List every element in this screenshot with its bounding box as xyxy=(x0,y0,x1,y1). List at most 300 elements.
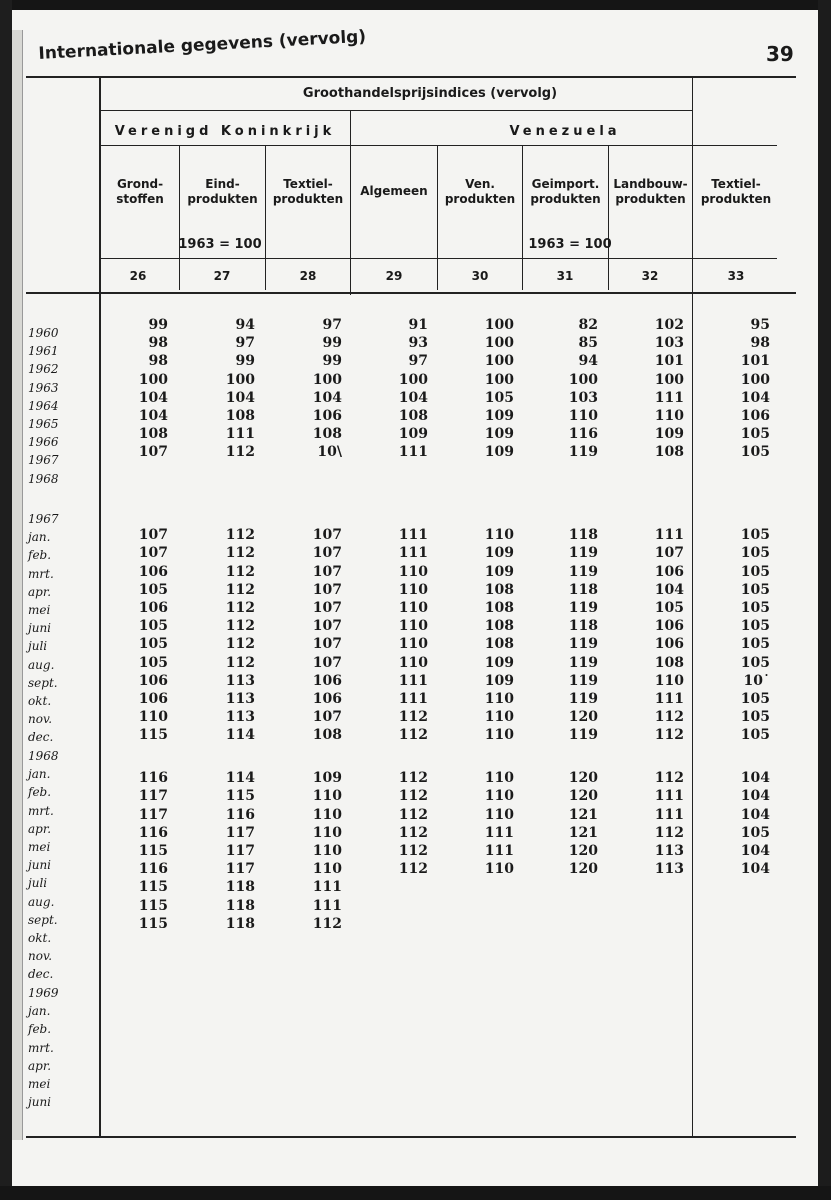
table-cell: 111 xyxy=(484,824,514,841)
table-cell: 118 xyxy=(568,581,598,598)
table-cell xyxy=(207,951,255,969)
table-cell: 105 xyxy=(740,545,770,562)
table-cell: 99 xyxy=(322,353,342,370)
row-label: dec. xyxy=(28,730,54,745)
rule-countries xyxy=(100,145,777,146)
col-number-27: 27 xyxy=(213,269,231,283)
table-cell: 107 xyxy=(312,636,342,653)
table-cell: 112 xyxy=(225,654,255,671)
table-cell xyxy=(466,969,514,987)
table-cell: 110 xyxy=(654,672,684,689)
table-cell: 110 xyxy=(484,709,514,726)
table-cell: 111 xyxy=(225,426,255,443)
table-cell: 105 xyxy=(740,636,770,653)
col-number-29: 29 xyxy=(385,269,403,283)
scan-border-left xyxy=(0,0,12,1200)
table-cell: 106 xyxy=(138,672,168,689)
table-cell: 102 xyxy=(654,317,684,333)
table-cell: 105 xyxy=(484,389,514,406)
table-cell xyxy=(550,951,598,969)
table-cell: 117 xyxy=(225,861,255,878)
table-cell: 113 xyxy=(225,709,255,726)
table-cell: 112 xyxy=(398,824,428,841)
table-cell: 108 xyxy=(484,618,514,635)
table-cell xyxy=(380,969,428,987)
column-29-years xyxy=(380,316,428,480)
table-cell: 105 xyxy=(740,444,770,461)
table-cell: 110 xyxy=(568,407,598,424)
table-cell: 106 xyxy=(654,563,684,580)
column-33-1968 xyxy=(722,751,770,987)
table-cell xyxy=(722,462,770,480)
table-cell: 91 xyxy=(408,317,428,333)
table-cell: 110 xyxy=(312,861,342,878)
table-cell: 109 xyxy=(312,770,342,787)
table-cell: 100 xyxy=(398,371,428,388)
table-cell: 112 xyxy=(654,709,684,726)
column-29-1968 xyxy=(380,751,428,987)
col-number-26: 26 xyxy=(129,269,147,283)
table-cell: 104 xyxy=(654,581,684,598)
table-cell: 104 xyxy=(740,861,770,878)
column-32-1968 xyxy=(636,751,684,987)
row-label: 1963 xyxy=(28,380,59,395)
column-30-years xyxy=(466,316,514,480)
rule-col-numbers-bottom xyxy=(26,292,796,294)
table-cell: 112 xyxy=(654,770,684,787)
table-cell xyxy=(380,508,428,526)
table-cell: 110 xyxy=(484,527,514,544)
table-cell: 113 xyxy=(654,861,684,878)
table-cell xyxy=(722,969,770,987)
column-28-1967 xyxy=(294,508,342,744)
table-cell: 120 xyxy=(568,770,598,787)
table-cell: 100 xyxy=(740,371,770,388)
table-cell: 103 xyxy=(654,335,684,352)
rule-bottom xyxy=(26,1136,796,1138)
table-cell: 104 xyxy=(398,389,428,406)
table-cell: 112 xyxy=(312,915,342,932)
table-cell: 110 xyxy=(484,788,514,805)
table-cell: 100 xyxy=(484,353,514,370)
table-cell: 98 xyxy=(148,353,168,370)
table-cell xyxy=(550,508,598,526)
column-27-years xyxy=(207,316,255,480)
rule-top xyxy=(26,76,796,78)
table-cell: 107 xyxy=(312,599,342,616)
table-cell: 118 xyxy=(568,527,598,544)
header-col-33: Textiel- produkten xyxy=(700,177,772,206)
table-cell: 97 xyxy=(235,335,255,352)
table-cell xyxy=(207,751,255,769)
row-label: sept. xyxy=(28,912,58,927)
table-cell xyxy=(466,933,514,951)
table-cell xyxy=(636,462,684,480)
table-cell: 113 xyxy=(225,672,255,689)
table-cell xyxy=(120,751,168,769)
table-cell: 108 xyxy=(654,444,684,461)
column-30-1968 xyxy=(466,751,514,987)
row-label: juli xyxy=(28,639,48,654)
column-32-1967 xyxy=(636,508,684,744)
table-cell: 105 xyxy=(138,654,168,671)
header-col-32: Landbouw- produkten xyxy=(613,177,688,206)
table-cell: 106 xyxy=(654,618,684,635)
row-label: juni xyxy=(28,621,52,636)
table-cell: 107 xyxy=(312,527,342,544)
table-cell xyxy=(636,915,684,933)
table-cell: 117 xyxy=(138,788,168,805)
table-cell: 121 xyxy=(568,806,598,823)
table-cell: 104 xyxy=(312,389,342,406)
table-cell xyxy=(207,969,255,987)
table-cell: 107 xyxy=(312,581,342,598)
table-cell: 112 xyxy=(225,527,255,544)
table-cell: 119 xyxy=(568,654,598,671)
table-cell: 119 xyxy=(568,672,598,689)
table-cell: 105 xyxy=(740,824,770,841)
table-cell: 111 xyxy=(398,527,428,544)
header-col-29: Algemeen xyxy=(360,184,428,198)
row-label: mrt. xyxy=(28,803,54,818)
table-cell xyxy=(550,933,598,951)
rule-super-header xyxy=(100,110,692,111)
table-cell: 112 xyxy=(654,727,684,744)
table-cell: 112 xyxy=(225,636,255,653)
scan-border-top xyxy=(0,0,831,10)
table-cell xyxy=(207,508,255,526)
table-cell: 114 xyxy=(225,727,255,744)
table-cell: 93 xyxy=(408,335,428,352)
table-cell: 104 xyxy=(740,770,770,787)
row-label: mrt. xyxy=(28,566,54,581)
table-cell: 116 xyxy=(225,806,255,823)
table-cell xyxy=(466,951,514,969)
table-cell: 106 xyxy=(740,407,770,424)
table-cell: 107 xyxy=(138,545,168,562)
table-cell: 108 xyxy=(138,426,168,443)
table-cell: 95 xyxy=(750,317,770,333)
table-cell: 111 xyxy=(654,806,684,823)
table-cell xyxy=(294,969,342,987)
row-label: 1969 xyxy=(28,986,59,1000)
table-cell xyxy=(207,462,255,480)
row-label: apr. xyxy=(28,821,52,836)
table-cell: 112 xyxy=(398,727,428,744)
table-cell: 107 xyxy=(654,545,684,562)
table-cell: 112 xyxy=(398,770,428,787)
row-label: apr. xyxy=(28,584,52,599)
table-cell: 104 xyxy=(138,389,168,406)
table-cell: 100 xyxy=(225,371,255,388)
table-cell: 115 xyxy=(225,788,255,805)
table-cell xyxy=(294,462,342,480)
table-cell: 108 xyxy=(398,407,428,424)
table-cell: 99 xyxy=(322,335,342,352)
row-label: dec. xyxy=(28,967,54,982)
table-cell xyxy=(636,878,684,896)
table-cell: 120 xyxy=(568,788,598,805)
column-26-1967 xyxy=(120,508,168,744)
row-label: nov. xyxy=(28,949,53,964)
table-cell: 108 xyxy=(225,407,255,424)
column-33-years xyxy=(722,316,770,480)
table-cell: 114 xyxy=(225,770,255,787)
table-cell: 105 xyxy=(740,618,770,635)
rule-right-column xyxy=(692,76,693,1136)
table-cell: 111 xyxy=(312,879,342,896)
table-cell: 97 xyxy=(408,353,428,370)
table-cell: 111 xyxy=(654,788,684,805)
table-cell: 109 xyxy=(484,426,514,443)
table-cell: 112 xyxy=(398,709,428,726)
table-cell: 10˙ xyxy=(743,672,770,689)
table-cell: 108 xyxy=(312,426,342,443)
rule-col-27 xyxy=(179,145,180,290)
row-labels-1968 xyxy=(28,747,59,983)
table-cell: 107 xyxy=(312,618,342,635)
table-cell: 82 xyxy=(578,317,598,333)
table-cell xyxy=(722,897,770,915)
table-cell: 111 xyxy=(654,527,684,544)
scan-border-right xyxy=(818,0,831,1200)
table-cell: 110 xyxy=(484,770,514,787)
table-cell: 119 xyxy=(568,690,598,707)
table-cell: 85 xyxy=(578,335,598,352)
row-label: sept. xyxy=(28,675,58,690)
rule-col-numbers-top xyxy=(100,258,777,259)
table-cell: 111 xyxy=(398,690,428,707)
table-cell xyxy=(550,915,598,933)
rule-country-split xyxy=(350,110,351,295)
table-cell xyxy=(550,751,598,769)
rule-col-30 xyxy=(437,145,438,290)
table-cell: 107 xyxy=(312,563,342,580)
row-label: 1968 xyxy=(28,749,59,763)
column-29-1967 xyxy=(380,508,428,744)
table-cell: 119 xyxy=(568,563,598,580)
table-cell: 110 xyxy=(654,407,684,424)
table-cell xyxy=(466,915,514,933)
table-cell: 98 xyxy=(148,335,168,352)
row-label: 1961 xyxy=(28,344,59,359)
table-cell xyxy=(722,915,770,933)
row-label: feb. xyxy=(28,785,52,800)
table-cell: 98 xyxy=(750,335,770,352)
table-cell: 105 xyxy=(740,690,770,707)
table-cell xyxy=(722,951,770,969)
table-cell xyxy=(550,462,598,480)
table-cell: 105 xyxy=(740,581,770,598)
facing-page-edge xyxy=(12,30,23,1140)
table-cell: 109 xyxy=(484,563,514,580)
table-cell xyxy=(466,508,514,526)
table-cell: 105 xyxy=(740,426,770,443)
row-label: aug. xyxy=(28,657,55,672)
table-cell xyxy=(380,897,428,915)
row-label: feb. xyxy=(28,548,52,563)
row-label: jan. xyxy=(28,1004,51,1019)
scan-border-bottom xyxy=(0,1186,831,1200)
column-27-1968 xyxy=(207,751,255,987)
row-labels-years xyxy=(28,324,59,488)
rule-col-28 xyxy=(265,145,266,290)
table-cell xyxy=(380,951,428,969)
table-cell xyxy=(120,462,168,480)
table-cell: 110 xyxy=(312,824,342,841)
table-cell: 111 xyxy=(398,672,428,689)
table-cell: 115 xyxy=(138,727,168,744)
table-cell: 117 xyxy=(225,824,255,841)
table-cell xyxy=(722,508,770,526)
table-cell: 103 xyxy=(568,389,598,406)
table-cell xyxy=(550,878,598,896)
table-cell: 112 xyxy=(225,563,255,580)
table-cell: 100 xyxy=(568,371,598,388)
table-cell xyxy=(636,751,684,769)
table-cell: 119 xyxy=(568,545,598,562)
table-cell: 106 xyxy=(654,636,684,653)
row-label: 1965 xyxy=(28,416,59,431)
table-cell: 118 xyxy=(225,915,255,932)
table-cell: 112 xyxy=(225,599,255,616)
table-cell: 110 xyxy=(312,806,342,823)
table-cell: 108 xyxy=(312,727,342,744)
table-cell: 110 xyxy=(398,581,428,598)
table-cell xyxy=(380,915,428,933)
table-cell: 108 xyxy=(484,636,514,653)
column-26-1968 xyxy=(120,751,168,987)
table-cell: 118 xyxy=(225,897,255,914)
table-cell: 105 xyxy=(740,527,770,544)
table-cell: 105 xyxy=(740,709,770,726)
table-cell: 115 xyxy=(138,879,168,896)
header-col-26: Grond- stoffen xyxy=(116,177,164,206)
row-label: jan. xyxy=(28,767,51,782)
rule-col-32 xyxy=(608,145,609,290)
table-cell xyxy=(722,751,770,769)
row-label: juni xyxy=(28,858,52,873)
table-cell xyxy=(207,933,255,951)
table-cell: 116 xyxy=(138,861,168,878)
table-cell: 109 xyxy=(484,407,514,424)
table-cell: 110 xyxy=(138,709,168,726)
column-28-1968 xyxy=(294,751,342,987)
table-cell: 104 xyxy=(138,407,168,424)
table-cell: 104 xyxy=(740,806,770,823)
table-cell: 106 xyxy=(138,690,168,707)
table-cell: 115 xyxy=(138,897,168,914)
table-cell: 109 xyxy=(398,426,428,443)
table-cell: 105 xyxy=(740,563,770,580)
table-cell: 110 xyxy=(398,618,428,635)
row-label: apr. xyxy=(28,1058,52,1073)
table-cell: 107 xyxy=(312,709,342,726)
table-cell: 112 xyxy=(225,581,255,598)
table-cell: 107 xyxy=(138,444,168,461)
base-year-uk: 1963 = 100 xyxy=(178,237,262,252)
column-26-years xyxy=(120,316,168,480)
table-cell: 106 xyxy=(312,690,342,707)
table-cell: 120 xyxy=(568,709,598,726)
table-cell xyxy=(722,878,770,896)
table-cell: 111 xyxy=(398,545,428,562)
table-cell: 118 xyxy=(568,618,598,635)
col-number-32: 32 xyxy=(641,269,659,283)
table-cell: 111 xyxy=(484,842,514,859)
column-30-1967 xyxy=(466,508,514,744)
table-cell xyxy=(294,933,342,951)
table-cell: 108 xyxy=(654,654,684,671)
table-cell: 113 xyxy=(654,842,684,859)
table-cell: 110 xyxy=(312,788,342,805)
row-labels-1969 xyxy=(28,984,59,1111)
table-cell: 100 xyxy=(138,371,168,388)
table-cell: 110 xyxy=(398,654,428,671)
row-label: juli xyxy=(28,876,48,891)
row-label: jan. xyxy=(28,530,51,545)
table-cell: 100 xyxy=(312,371,342,388)
column-27-1967 xyxy=(207,508,255,744)
table-cell: 100 xyxy=(484,371,514,388)
table-cell: 104 xyxy=(740,389,770,406)
table-cell: 107 xyxy=(138,527,168,544)
table-cell: 106 xyxy=(312,672,342,689)
table-cell: 104 xyxy=(740,788,770,805)
table-cell: 116 xyxy=(138,824,168,841)
col-number-31: 31 xyxy=(556,269,574,283)
table-cell xyxy=(294,508,342,526)
header-col-27: Eind- produkten xyxy=(187,177,258,206)
table-cell: 112 xyxy=(398,842,428,859)
table-cell xyxy=(380,751,428,769)
table-cell xyxy=(636,951,684,969)
table-cell: 119 xyxy=(568,444,598,461)
row-label: okt. xyxy=(28,693,52,708)
header-col-31: Geimport. produkten xyxy=(530,177,601,206)
table-cell: 99 xyxy=(235,353,255,370)
section-title: Internationale gegevens (vervolg) xyxy=(38,26,367,64)
table-cell xyxy=(466,897,514,915)
table-cell: 112 xyxy=(225,444,255,461)
table-cell xyxy=(120,933,168,951)
column-31-1968 xyxy=(550,751,598,987)
table-cell xyxy=(294,951,342,969)
table-cell: 94 xyxy=(578,353,598,370)
table-cell: 120 xyxy=(568,842,598,859)
table-cell: 112 xyxy=(398,806,428,823)
super-header: Groothandelsprijsindices (vervolg) xyxy=(302,86,558,101)
table-cell xyxy=(294,751,342,769)
table-cell xyxy=(466,462,514,480)
table-cell: 118 xyxy=(225,879,255,896)
country-header-uk: Verenigd Koninkrijk xyxy=(114,124,336,139)
table-cell: 116 xyxy=(568,426,598,443)
table-cell xyxy=(120,508,168,526)
row-label: 1962 xyxy=(28,362,59,377)
table-cell: 109 xyxy=(484,654,514,671)
table-cell xyxy=(380,462,428,480)
table-cell: 106 xyxy=(138,563,168,580)
table-cell: 113 xyxy=(225,690,255,707)
table-cell: 111 xyxy=(654,690,684,707)
table-cell: 105 xyxy=(138,581,168,598)
table-cell: 106 xyxy=(312,407,342,424)
table-cell xyxy=(722,933,770,951)
base-year-venezuela: 1963 = 100 xyxy=(528,237,612,252)
table-cell: 119 xyxy=(568,636,598,653)
table-cell: 99 xyxy=(148,317,168,333)
